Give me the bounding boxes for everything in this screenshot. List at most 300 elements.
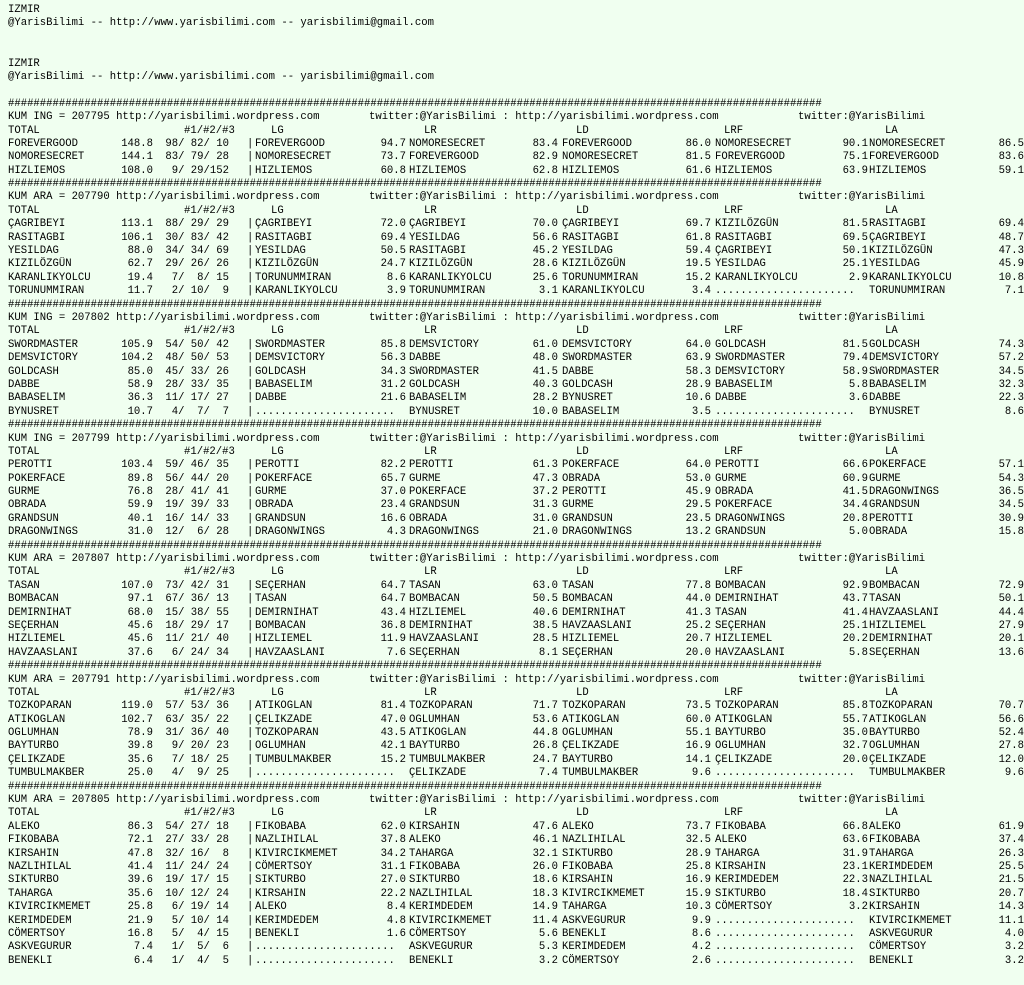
lrf-score: 20.2 xyxy=(842,633,868,646)
table-row xyxy=(8,499,1024,512)
ld-horse-name: OGLUMHAN xyxy=(562,727,613,740)
column-divider: | xyxy=(247,512,254,525)
lr-header: LR xyxy=(424,124,437,137)
lrf-score: 20.0 xyxy=(842,753,868,766)
lg-horse-name: TASAN xyxy=(255,593,287,606)
la-horse-name: SEÇERHAN xyxy=(869,646,920,659)
lrf-score: 66.6 xyxy=(842,459,868,472)
la-score: 13.6 xyxy=(998,646,1024,659)
twitter-label: twitter:@YarisBilimi xyxy=(798,673,926,686)
lg-header: LG xyxy=(271,807,284,820)
total-horse-name: GOLDCASH xyxy=(8,365,59,378)
lr-horse-name: TUMBULMAKBER xyxy=(409,753,486,766)
lr-horse-name: POKERFACE xyxy=(409,486,467,499)
lr-horse-name: SIKTURBO xyxy=(409,874,460,887)
lrf-score: 31.9 xyxy=(842,847,868,860)
column-divider: | xyxy=(247,927,254,940)
total-score: 62.7 xyxy=(127,258,153,271)
la-horse-name: HAVZAASLANI xyxy=(869,606,939,619)
ld-score: 61.6 xyxy=(685,164,711,177)
lr-horse-name: DRAGONWINGS xyxy=(409,526,479,539)
lrf-horse-name: ÇELIKZADE xyxy=(715,753,773,766)
total-score: 25.8 xyxy=(127,901,153,914)
total-score: 37.6 xyxy=(127,646,153,659)
ld-horse-name: TORUNUMMIRAN xyxy=(562,271,639,284)
ld-horse-name: TAHARGA xyxy=(562,901,607,914)
lrf-horse-name: BABASELIM xyxy=(715,378,773,391)
lr-score: 61.0 xyxy=(532,338,558,351)
placing-counts: 28/ 33/ 35 xyxy=(159,378,229,391)
ld-score: 15.2 xyxy=(685,271,711,284)
column-divider: | xyxy=(247,727,254,740)
ld-score: 15.9 xyxy=(685,887,711,900)
ld-horse-name: POKERFACE xyxy=(562,459,620,472)
la-score: 57.2 xyxy=(998,352,1024,365)
la-header: LA xyxy=(885,124,898,137)
total-horse-name: SEÇERHAN xyxy=(8,619,59,632)
placing-counts: 10/ 12/ 24 xyxy=(159,887,229,900)
total-header: TOTAL xyxy=(8,566,40,579)
total-horse-name: BABASELIM xyxy=(8,392,66,405)
lg-horse-name: DABBE xyxy=(255,392,287,405)
column-divider: | xyxy=(247,378,254,391)
lr-horse-name: NAZLIHILAL xyxy=(409,887,473,900)
lr-horse-name: BENEKLI xyxy=(409,954,454,967)
table-row xyxy=(8,232,1024,245)
total-score: 68.0 xyxy=(127,606,153,619)
race-title-row xyxy=(8,111,1024,124)
lr-horse-name: KARANLIKYOLCU xyxy=(409,271,492,284)
lg-score: 1.6 xyxy=(386,927,406,940)
lg-score: 69.4 xyxy=(380,231,406,244)
total-horse-name: SIKTURBO xyxy=(8,874,59,887)
separator-line: ################################################################################################################################ xyxy=(8,780,822,793)
lr-score: 3.2 xyxy=(538,954,558,967)
table-row xyxy=(8,486,1024,499)
lrf-header: LRF xyxy=(724,204,744,217)
lg-score: 36.8 xyxy=(380,619,406,632)
lg-score: 31.1 xyxy=(380,861,406,873)
lg-score: 85.8 xyxy=(380,338,406,351)
placing-counts: 27/ 33/ 28 xyxy=(159,834,229,847)
separator-line: ################################################################################################################################ xyxy=(8,97,822,110)
lr-score: 46.1 xyxy=(532,834,558,847)
column-divider: | xyxy=(247,887,254,900)
blank-line xyxy=(8,44,1024,57)
column-divider: | xyxy=(247,526,254,539)
column-divider: | xyxy=(247,646,254,659)
lg-horse-name: BOMBACAN xyxy=(255,619,306,632)
lg-score: 22.2 xyxy=(380,887,406,900)
lr-horse-name: HAVZAASLANI xyxy=(409,633,479,646)
lg-score: 47.0 xyxy=(380,713,406,726)
total-horse-name: ÇELIKZADE xyxy=(8,753,66,766)
lg-score: 11.9 xyxy=(380,633,406,646)
placing-counts: 57/ 53/ 36 xyxy=(159,700,229,713)
column-divider: | xyxy=(247,392,254,405)
lr-score: 10.0 xyxy=(532,405,558,418)
placing-counts: 18/ 29/ 17 xyxy=(159,619,229,632)
la-score: 8.6 xyxy=(1004,405,1024,418)
table-row xyxy=(8,459,1024,472)
la-horse-name: POKERFACE xyxy=(869,459,927,472)
la-score: 20.7 xyxy=(998,887,1024,900)
lrf-header: LRF xyxy=(724,566,744,579)
lr-score: 14.9 xyxy=(532,901,558,914)
total-score: 41.4 xyxy=(127,861,153,873)
race-title: KUM ARA = 207790 http://yarisbilimi.wordpress.com xyxy=(8,191,320,204)
total-score: 78.9 xyxy=(127,727,153,740)
table-row xyxy=(8,714,1024,727)
la-horse-name: TOZKOPARAN xyxy=(869,700,933,713)
lrf-horse-name: KARANLIKYOLCU xyxy=(715,271,798,284)
lr-score: 5.6 xyxy=(538,927,558,940)
lg-horse-name: ÇELIKZADE xyxy=(255,713,313,726)
lr-horse-name: KIVIRCIKMEMET xyxy=(409,914,492,927)
lr-horse-name: GOLDCASH xyxy=(409,378,460,391)
ld-score: 41.3 xyxy=(685,606,711,619)
column-header-row xyxy=(8,687,1024,700)
lr-horse-name: GURME xyxy=(409,472,441,485)
lr-horse-name: GRANDSUN xyxy=(409,499,460,512)
lrf-horse-name: ATIKOGLAN xyxy=(715,713,773,726)
lrf-score: 3.2 xyxy=(848,901,868,914)
ld-horse-name: YESILDAG xyxy=(562,245,613,258)
ld-score: 13.2 xyxy=(685,526,711,539)
total-header: TOTAL xyxy=(8,445,40,458)
placing-counts: 54/ 50/ 42 xyxy=(159,338,229,351)
separator-line: ################################################################################################################################ xyxy=(8,298,822,311)
la-score: 59.1 xyxy=(998,164,1024,177)
lr-header: LR xyxy=(424,325,437,338)
total-score: 85.0 xyxy=(127,365,153,378)
lrf-horse-name: DEMSVICTORY xyxy=(715,365,785,378)
twitter-label: twitter:@YarisBilimi xyxy=(798,432,926,445)
lrf-score: 66.8 xyxy=(842,820,868,833)
table-row xyxy=(8,352,1024,365)
ld-horse-name: BENEKLI xyxy=(562,927,607,940)
ld-score: 44.0 xyxy=(685,593,711,606)
table-row xyxy=(8,392,1024,405)
column-divider: | xyxy=(247,271,254,284)
la-score: 72.9 xyxy=(998,579,1024,592)
la-score: 34.5 xyxy=(998,365,1024,378)
lr-horse-name: TAHARGA xyxy=(409,847,454,860)
total-score: 59.9 xyxy=(127,499,153,512)
la-score: 34.5 xyxy=(998,499,1024,512)
lg-horse-name: OGLUMHAN xyxy=(255,740,306,753)
lr-horse-name: ASKVEGURUR xyxy=(409,941,473,954)
lg-horse-name: DRAGONWINGS xyxy=(255,526,325,539)
twitter-site-label: twitter:@YarisBilimi : http://yarisbilimi.wordpress.com xyxy=(369,432,719,445)
race-title: KUM ARA = 207805 http://yarisbilimi.wordpress.com xyxy=(8,794,320,807)
ld-header: LD xyxy=(576,204,589,217)
la-horse-name: BOMBACAN xyxy=(869,579,920,592)
lr-horse-name: YESILDAG xyxy=(409,231,460,244)
total-score: 19.4 xyxy=(127,271,153,284)
twitter-label: twitter:@YarisBilimi xyxy=(798,111,926,124)
lrf-horse-name: SEÇERHAN xyxy=(715,619,766,632)
table-row xyxy=(8,526,1024,539)
total-score: 97.1 xyxy=(127,593,153,606)
lg-header: LG xyxy=(271,204,284,217)
total-score: 106.1 xyxy=(121,231,153,244)
placing-counts: 5/ 4/ 15 xyxy=(159,927,229,940)
ld-horse-name: KIZILÖZGÜN xyxy=(562,258,626,271)
total-score: 86.3 xyxy=(127,820,153,833)
column-divider: | xyxy=(247,753,254,766)
column-divider: | xyxy=(247,459,254,472)
lr-score: 71.7 xyxy=(532,700,558,713)
la-horse-name: TASAN xyxy=(869,593,901,606)
la-score: 48.7 xyxy=(998,231,1024,244)
lg-horse-name: NOMORESECRET xyxy=(255,151,332,164)
lg-horse-name: SIKTURBO xyxy=(255,874,306,887)
la-score: 45.9 xyxy=(998,258,1024,271)
total-horse-name: SWORDMASTER xyxy=(8,338,78,351)
lr-horse-name: ALEKO xyxy=(409,834,441,847)
la-score: 61.9 xyxy=(998,820,1024,833)
la-horse-name: HIZLIEMEL xyxy=(869,619,927,632)
ld-horse-name: OBRADA xyxy=(562,472,601,485)
table-row xyxy=(8,513,1024,526)
total-horse-name: DRAGONWINGS xyxy=(8,526,78,539)
ld-horse-name: DEMSVICTORY xyxy=(562,338,632,351)
placing-counts: 12/ 6/ 28 xyxy=(159,526,229,539)
ld-horse-name: NAZLIHILAL xyxy=(562,834,626,847)
table-row xyxy=(8,218,1024,231)
ld-horse-name: KARANLIKYOLCU xyxy=(562,285,645,298)
ld-horse-name: ALEKO xyxy=(562,820,594,833)
lg-score: 64.7 xyxy=(380,593,406,606)
lg-score: 73.7 xyxy=(380,151,406,164)
ld-horse-name: HIZLIEMEL xyxy=(562,633,620,646)
race-title-row xyxy=(8,794,1024,807)
total-score: 39.6 xyxy=(127,874,153,887)
placing-counts: 83/ 79/ 28 xyxy=(159,151,229,164)
lrf-horse-name: KERIMDEDEM xyxy=(715,874,779,887)
la-horse-name: ATIKOGLAN xyxy=(869,713,927,726)
lg-horse-name: RASITAGBI xyxy=(255,231,313,244)
placing-counts: 45/ 33/ 26 xyxy=(159,365,229,378)
lrf-score: 58.9 xyxy=(842,365,868,378)
total-horse-name: KERIMDEDEM xyxy=(8,914,72,927)
placing-counts: 11/ 21/ 40 xyxy=(159,633,229,646)
la-score: 36.5 xyxy=(998,486,1024,499)
placing-counts: 32/ 16/ 8 xyxy=(159,847,229,860)
lrf-horse-name: DABBE xyxy=(715,392,747,405)
ld-horse-name: ATIKOGLAN xyxy=(562,713,620,726)
lr-horse-name: TORUNUMMIRAN xyxy=(409,285,486,298)
total-score: 35.6 xyxy=(127,753,153,766)
column-divider: | xyxy=(247,834,254,847)
lrf-header: LRF xyxy=(724,807,744,820)
lg-score: 43.4 xyxy=(380,606,406,619)
ld-score: 32.5 xyxy=(685,834,711,847)
lg-horse-name: KARANLIKYOLCU xyxy=(255,285,338,298)
lr-horse-name: CÖMERTSOY xyxy=(409,927,467,940)
lg-score: 4.8 xyxy=(386,914,406,927)
placing-counts: 9/ 29/152 xyxy=(159,164,229,177)
ld-horse-name: TOZKOPARAN xyxy=(562,700,626,713)
lr-score: 28.5 xyxy=(532,633,558,646)
ld-score: 28.9 xyxy=(685,847,711,860)
la-score: 30.9 xyxy=(998,512,1024,525)
lrf-horse-name: PEROTTI xyxy=(715,459,760,472)
lg-score: 50.5 xyxy=(380,245,406,258)
lg-horse-name: BABASELIM xyxy=(255,378,313,391)
total-horse-name: ASKVEGURUR xyxy=(8,941,72,954)
lg-horse-name: ...................... xyxy=(255,941,395,954)
total-horse-name: HIZLIEMOS xyxy=(8,164,66,177)
table-row xyxy=(8,138,1024,151)
ld-horse-name: DABBE xyxy=(562,365,594,378)
race-title: KUM ING = 207795 http://yarisbilimi.wordpress.com xyxy=(8,111,320,124)
lrf-score: 3.6 xyxy=(848,392,868,405)
total-horse-name: ALEKO xyxy=(8,820,40,833)
ld-header: LD xyxy=(576,445,589,458)
lg-score: 60.8 xyxy=(380,164,406,177)
ld-score: 63.9 xyxy=(685,352,711,365)
ld-horse-name: DRAGONWINGS xyxy=(562,526,632,539)
lg-score: 72.0 xyxy=(380,218,406,231)
la-score: 3.2 xyxy=(1004,941,1024,954)
lg-score: 24.7 xyxy=(380,258,406,271)
total-horse-name: BOMBACAN xyxy=(8,593,59,606)
lr-score: 25.6 xyxy=(532,271,558,284)
total-horse-name: RASITAGBI xyxy=(8,231,66,244)
ld-horse-name: BOMBACAN xyxy=(562,593,613,606)
lg-score: 62.0 xyxy=(380,820,406,833)
ld-score: 4.2 xyxy=(691,941,711,954)
ld-score: 23.5 xyxy=(685,512,711,525)
total-header: TOTAL xyxy=(8,124,40,137)
lrf-score: 55.7 xyxy=(842,713,868,726)
placing-counts: 6/ 19/ 14 xyxy=(159,901,229,914)
la-horse-name: NOMORESECRET xyxy=(869,137,946,150)
ld-horse-name: PEROTTI xyxy=(562,486,607,499)
lg-horse-name: ÇAGRIBEYI xyxy=(255,218,313,231)
lr-score: 83.4 xyxy=(532,137,558,150)
ld-score: 25.2 xyxy=(685,619,711,632)
placing-counts: 29/ 26/ 26 xyxy=(159,258,229,271)
lr-score: 31.0 xyxy=(532,512,558,525)
lr-horse-name: HIZLIEMOS xyxy=(409,164,467,177)
table-row xyxy=(8,258,1024,271)
la-horse-name: OBRADA xyxy=(869,526,908,539)
ld-score: 10.3 xyxy=(685,901,711,914)
lrf-score: 79.4 xyxy=(842,352,868,365)
column-header-row xyxy=(8,325,1024,338)
placing-counts: 56/ 44/ 20 xyxy=(159,472,229,485)
lg-horse-name: ...................... xyxy=(255,954,395,967)
twitter-site-label: twitter:@YarisBilimi : http://yarisbilimi.wordpress.com xyxy=(369,311,719,324)
ld-score: 9.9 xyxy=(691,914,711,927)
placing-counts: 19/ 17/ 15 xyxy=(159,874,229,887)
lg-horse-name: PEROTTI xyxy=(255,459,300,472)
ld-horse-name: BYNUSRET xyxy=(562,392,613,405)
lr-score: 62.8 xyxy=(532,164,558,177)
placing-counts: 11/ 17/ 27 xyxy=(159,392,229,405)
city-heading: IZMIR xyxy=(8,57,40,70)
la-score: 83.6 xyxy=(998,151,1024,164)
ld-horse-name: CÖMERTSOY xyxy=(562,954,620,967)
lr-score: 5.3 xyxy=(538,941,558,954)
la-score: 3.2 xyxy=(1004,954,1024,967)
separator-line: ################################################################################################################################ xyxy=(8,660,822,673)
table-row xyxy=(8,593,1024,606)
total-score: 45.6 xyxy=(127,633,153,646)
lrf-horse-name: ...................... xyxy=(715,954,855,967)
lg-horse-name: SWORDMASTER xyxy=(255,338,325,351)
lg-horse-name: GURME xyxy=(255,486,287,499)
lrf-score: 5.8 xyxy=(848,378,868,391)
la-horse-name: TAHARGA xyxy=(869,847,914,860)
column-header-row xyxy=(8,125,1024,138)
la-horse-name: DEMIRNIHAT xyxy=(869,633,933,646)
table-row xyxy=(8,580,1024,593)
la-horse-name: BENEKLI xyxy=(869,954,914,967)
ld-score: 10.6 xyxy=(685,392,711,405)
lg-horse-name: ALEKO xyxy=(255,901,287,914)
la-horse-name: BYNUSRET xyxy=(869,405,920,418)
total-horse-name: GRANDSUN xyxy=(8,512,59,525)
placing-counts: 30/ 83/ 42 xyxy=(159,231,229,244)
lrf-horse-name: ...................... xyxy=(715,285,855,298)
total-score: 105.9 xyxy=(121,338,153,351)
la-horse-name: OGLUMHAN xyxy=(869,740,920,753)
lrf-score: 63.9 xyxy=(842,164,868,177)
placing-header: #1/#2/#3 xyxy=(184,566,235,579)
la-horse-name: BABASELIM xyxy=(869,378,927,391)
total-horse-name: BAYTURBO xyxy=(8,740,59,753)
total-horse-name: PEROTTI xyxy=(8,459,53,472)
lrf-score: 18.4 xyxy=(842,887,868,900)
la-score: 11.1 xyxy=(998,914,1024,927)
placing-counts: 88/ 29/ 29 xyxy=(159,218,229,231)
lg-horse-name: FIKOBABA xyxy=(255,820,306,833)
lrf-score: 2.9 xyxy=(848,271,868,284)
la-score: 50.1 xyxy=(998,593,1024,606)
lr-header: LR xyxy=(424,445,437,458)
column-divider: | xyxy=(247,700,254,713)
la-score: 54.3 xyxy=(998,472,1024,485)
lrf-horse-name: ...................... xyxy=(715,941,855,954)
lr-horse-name: ATIKOGLAN xyxy=(409,727,467,740)
lg-horse-name: CÖMERTSOY xyxy=(255,861,313,873)
total-score: 35.6 xyxy=(127,887,153,900)
ld-score: 86.0 xyxy=(685,137,711,150)
lg-horse-name: DEMIRNIHAT xyxy=(255,606,319,619)
lrf-score: 60.9 xyxy=(842,472,868,485)
lr-score: 26.0 xyxy=(532,861,558,873)
lrf-score: 43.7 xyxy=(842,593,868,606)
la-horse-name: ALEKO xyxy=(869,820,901,833)
lg-score: 7.6 xyxy=(386,646,406,659)
la-horse-name: ÇELIKZADE xyxy=(869,753,927,766)
total-score: 47.8 xyxy=(127,847,153,860)
separator-line: ################################################################################################################################ xyxy=(8,539,822,552)
lr-header: LR xyxy=(424,204,437,217)
total-score: 45.6 xyxy=(127,619,153,632)
lrf-horse-name: ...................... xyxy=(715,405,855,418)
lrf-horse-name: HIZLIEMOS xyxy=(715,164,773,177)
la-header: LA xyxy=(885,204,898,217)
lg-horse-name: FOREVERGOOD xyxy=(255,137,325,150)
total-score: 76.8 xyxy=(127,486,153,499)
lrf-horse-name: POKERFACE xyxy=(715,499,773,512)
column-divider: | xyxy=(247,901,254,914)
